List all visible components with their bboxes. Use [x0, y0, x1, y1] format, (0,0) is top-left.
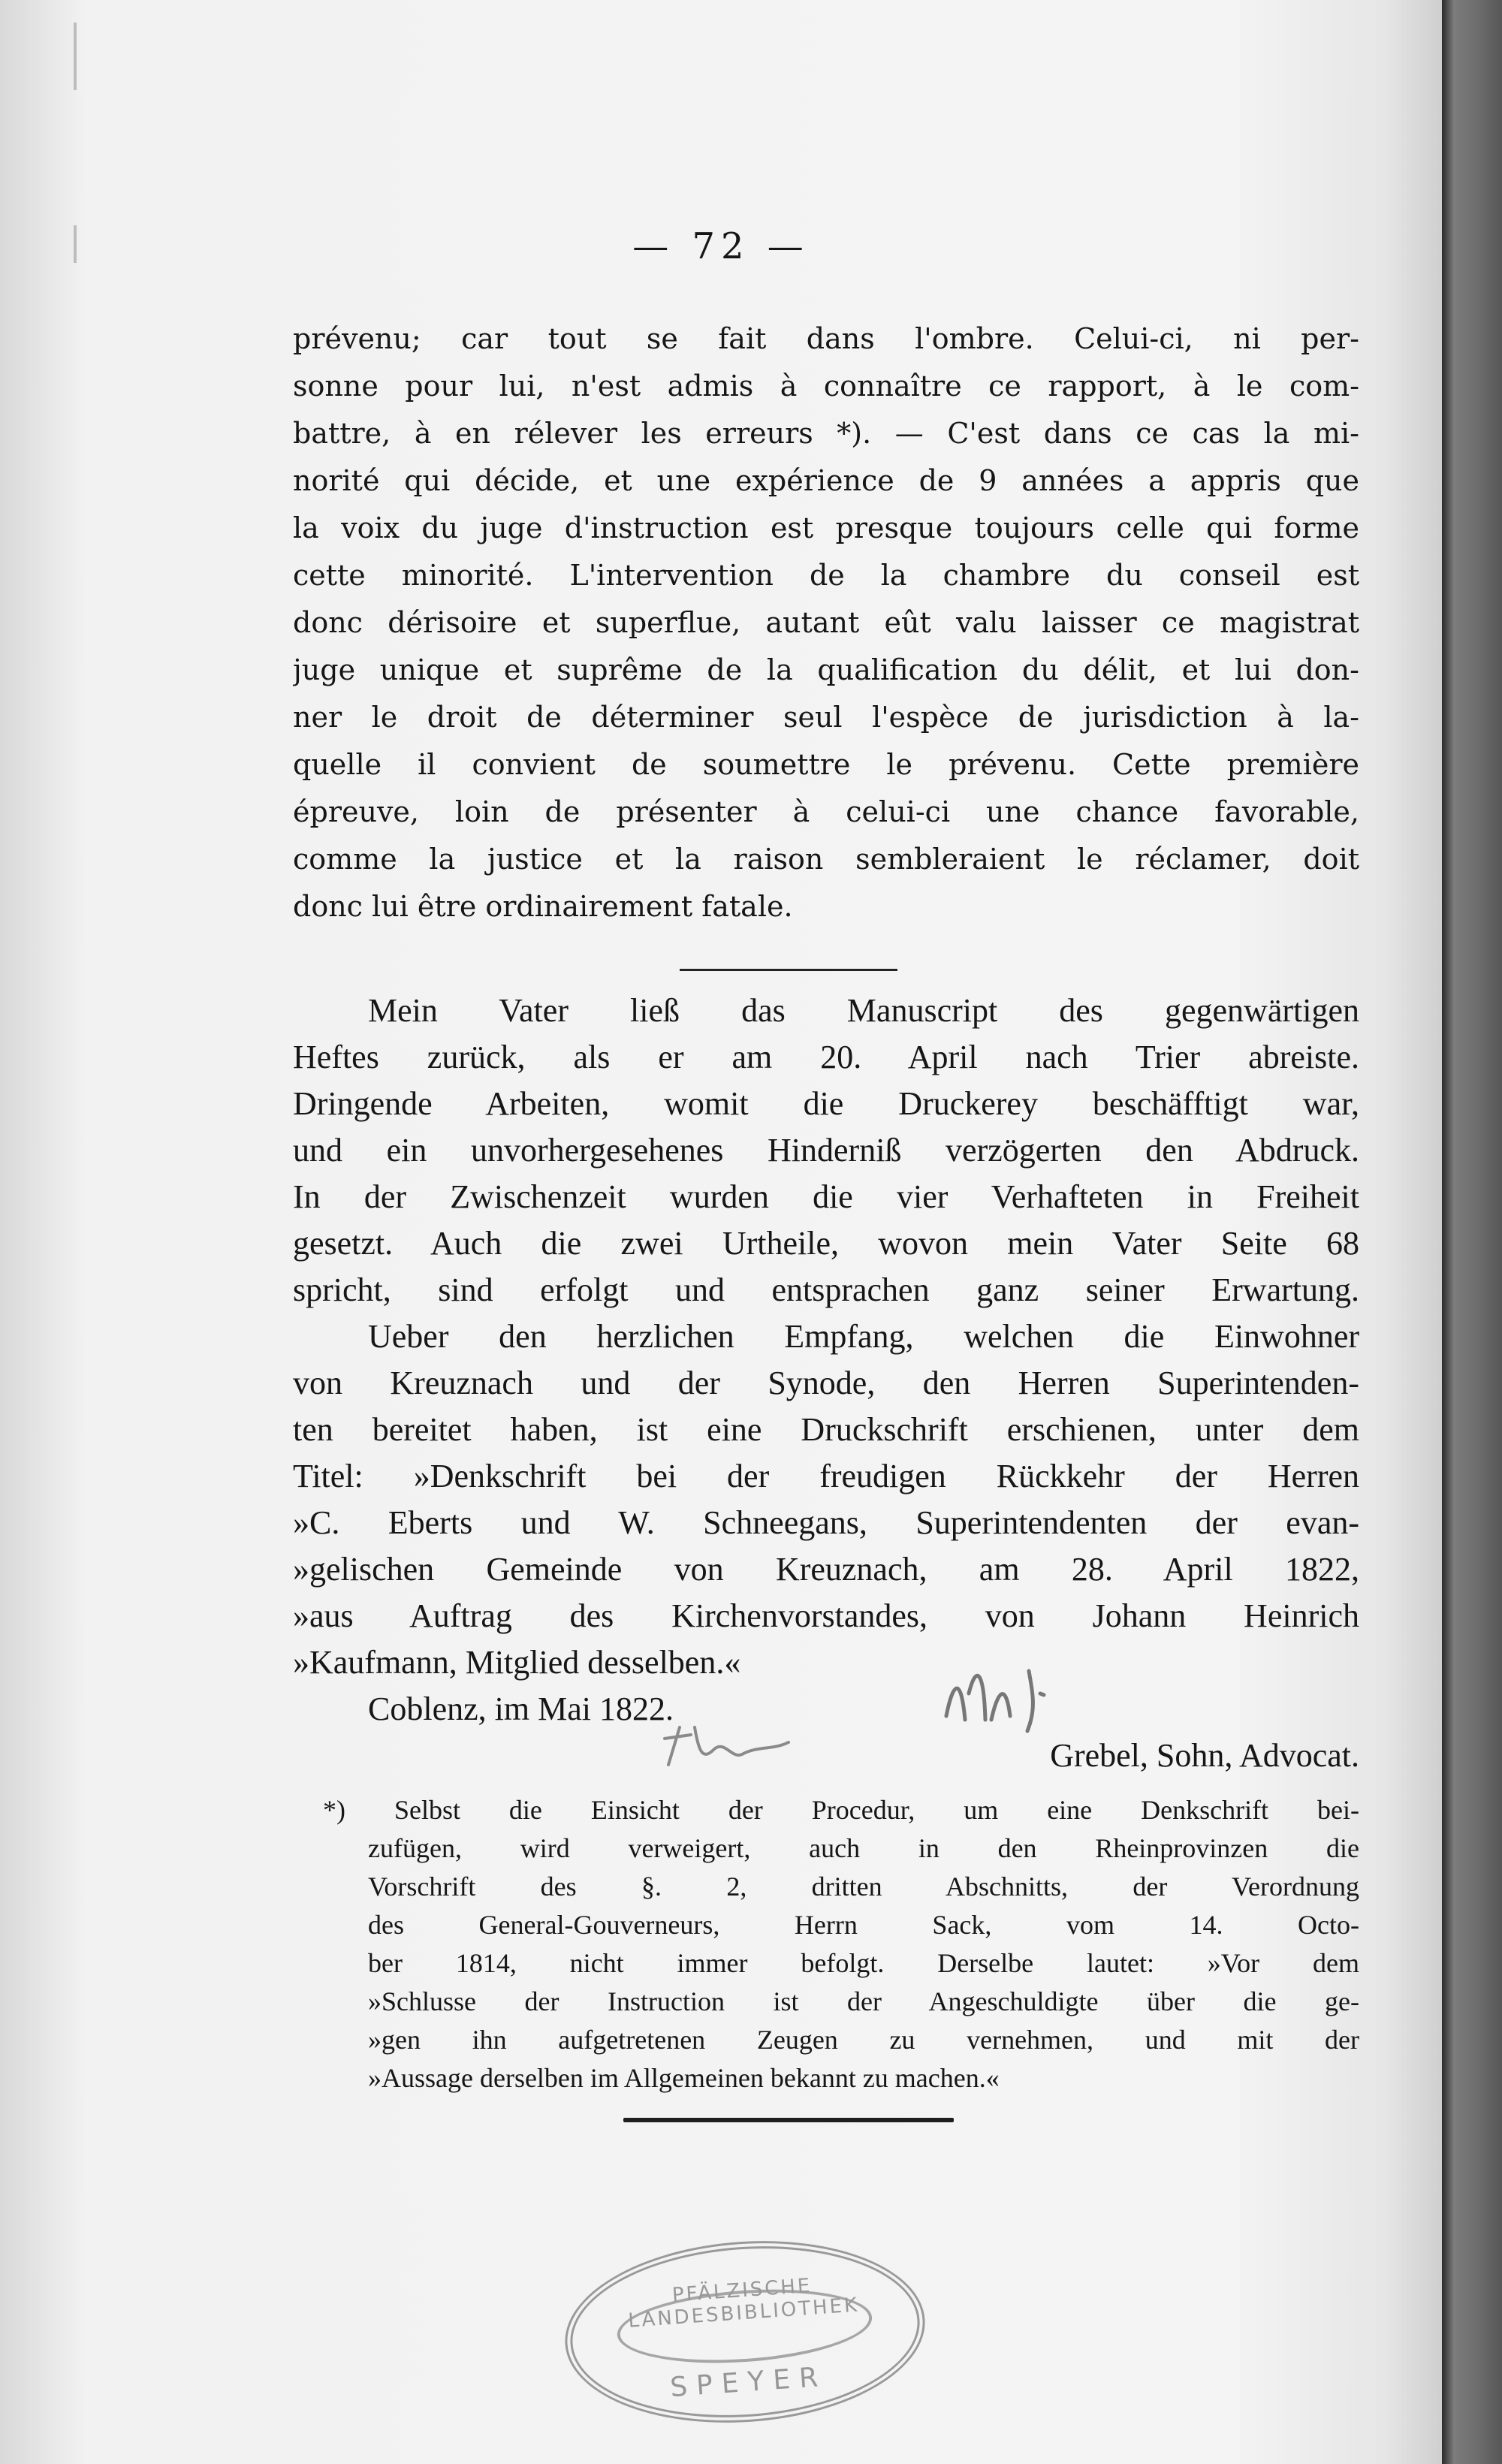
header-dash-right: —	[767, 225, 810, 267]
stamp-top-text: PFÄLZISCHE LANDESBIBLIOTHEK	[627, 2274, 860, 2333]
text-line: Ueber den herzlichen Empfang, welchen die Einwohner	[368, 1318, 1359, 1355]
text-line: »Schlusse der Instruction ist der Angeschuldigte über die ge-	[368, 1986, 1359, 2016]
text-line: norité qui décide, et une expérience de 9 années a appris que	[293, 464, 1359, 497]
section-divider	[680, 969, 897, 971]
text-line: *) Selbst die Einsicht der Procedur, um eine Denkschrift bei-	[323, 1795, 1359, 1825]
page-header	[0, 225, 1442, 267]
text-line: juge unique et suprême de la qualification du délit, et lui don-	[293, 653, 1359, 686]
text-line: spricht, sind erfolgt und entsprachen ganz seiner Erwartung.	[293, 1271, 1359, 1308]
text-line: prévenu; car tout se fait dans l'ombre. Celui-ci, ni per-	[293, 322, 1359, 355]
text-line: »Aussage derselben im Allgemeinen bekannt zu machen.«	[368, 2063, 1000, 2093]
text-line: zufügen, wird verweigert, auch in den Rheinprovinzen die	[368, 1833, 1359, 1863]
text-line: battre, à en rélever les erreurs *). — C'est dans ce cas la mi-	[293, 417, 1359, 450]
text-line: Vorschrift des §. 2, dritten Abschnitts, der Verordnung	[368, 1871, 1359, 1902]
library-stamp	[559, 2230, 931, 2435]
text-line: la voix du juge d'instruction est presque toujours celle qui forme	[293, 511, 1359, 544]
text-line: »Kaufmann, Mitglied desselben.«	[293, 1644, 741, 1681]
text-line: épreuve, loin de présenter à celui-ci une chance favorable,	[293, 795, 1359, 828]
text-line: Mein Vater ließ das Manuscript des gegenwärtigen	[368, 992, 1359, 1029]
text-line: und ein unvorhergesehenes Hinderniß verzögerten den Abdruck.	[293, 1132, 1359, 1169]
text-line: »gen ihn aufgetretenen Zeugen zu vernehmen, und mit der	[368, 2025, 1359, 2055]
page-number: 72	[692, 225, 750, 267]
text-line: Titel: »Denkschrift bei der freudigen Rückkehr der Herren	[293, 1458, 1359, 1494]
text-line: ber 1814, nicht immer befolgt. Derselbe lautet: »Vor dem	[368, 1948, 1359, 1978]
signature: Grebel, Sohn, Advocat.	[1050, 1737, 1359, 1774]
french-paragraph	[293, 315, 1359, 930]
text-line: des General-Gouverneurs, Herrn Sack, vom 14. Octo-	[368, 1910, 1359, 1940]
text-line: cette minorité. L'intervention de la chambre du conseil est	[293, 559, 1359, 592]
text-line: gesetzt. Auch die zwei Urtheile, wovon mein Vater Seite 68	[293, 1225, 1359, 1262]
text-line: Dringende Arbeiten, womit die Druckerey beschäfftigt war,	[293, 1085, 1359, 1122]
text-line: ner le droit de déterminer seul l'espèce de jurisdiction à la-	[293, 701, 1359, 734]
stamp-bottom-text: SPEYER	[669, 2361, 828, 2404]
text-line: sonne pour lui, n'est admis à connaître ce rapport, à le com-	[293, 369, 1359, 403]
text-line: donc dérisoire et superflue, autant eût valu laisser ce magistrat	[293, 606, 1359, 639]
handwritten-annotation	[939, 1648, 1089, 1739]
margin-mark	[74, 23, 77, 90]
text-line: donc lui être ordinairement fatale.	[293, 890, 793, 923]
text-line: ten bereitet haben, ist eine Druckschrift erschienen, unter dem	[293, 1411, 1359, 1448]
text-line: »gelischen Gemeinde von Kreuznach, am 28. April 1822,	[293, 1551, 1359, 1588]
header-dash-left: —	[632, 225, 675, 267]
book-edge	[1442, 0, 1502, 2464]
place-date: Coblenz, im Mai 1822.	[368, 1690, 674, 1727]
german-section	[293, 988, 1359, 1779]
end-rule	[623, 2118, 954, 2122]
footnote	[323, 1791, 1359, 2098]
text-line: »aus Auftrag des Kirchenvorstandes, von Johann Heinrich	[293, 1597, 1359, 1634]
text-line: In der Zwischenzeit wurden die vier Verhafteten in Freiheit	[293, 1178, 1359, 1215]
text-line: comme la justice et la raison sembleraient le réclamer, doit	[293, 843, 1359, 876]
text-line: Heftes zurück, als er am 20. April nach Trier abreiste.	[293, 1039, 1359, 1075]
text-line: »C. Eberts und W. Schneegans, Superintendenten der evan-	[293, 1504, 1359, 1541]
handwritten-mark	[661, 1720, 796, 1772]
text-line: von Kreuznach und der Synode, den Herren Superintenden-	[293, 1365, 1359, 1401]
text-line: quelle il convient de soumettre le prévenu. Cette première	[293, 748, 1359, 781]
